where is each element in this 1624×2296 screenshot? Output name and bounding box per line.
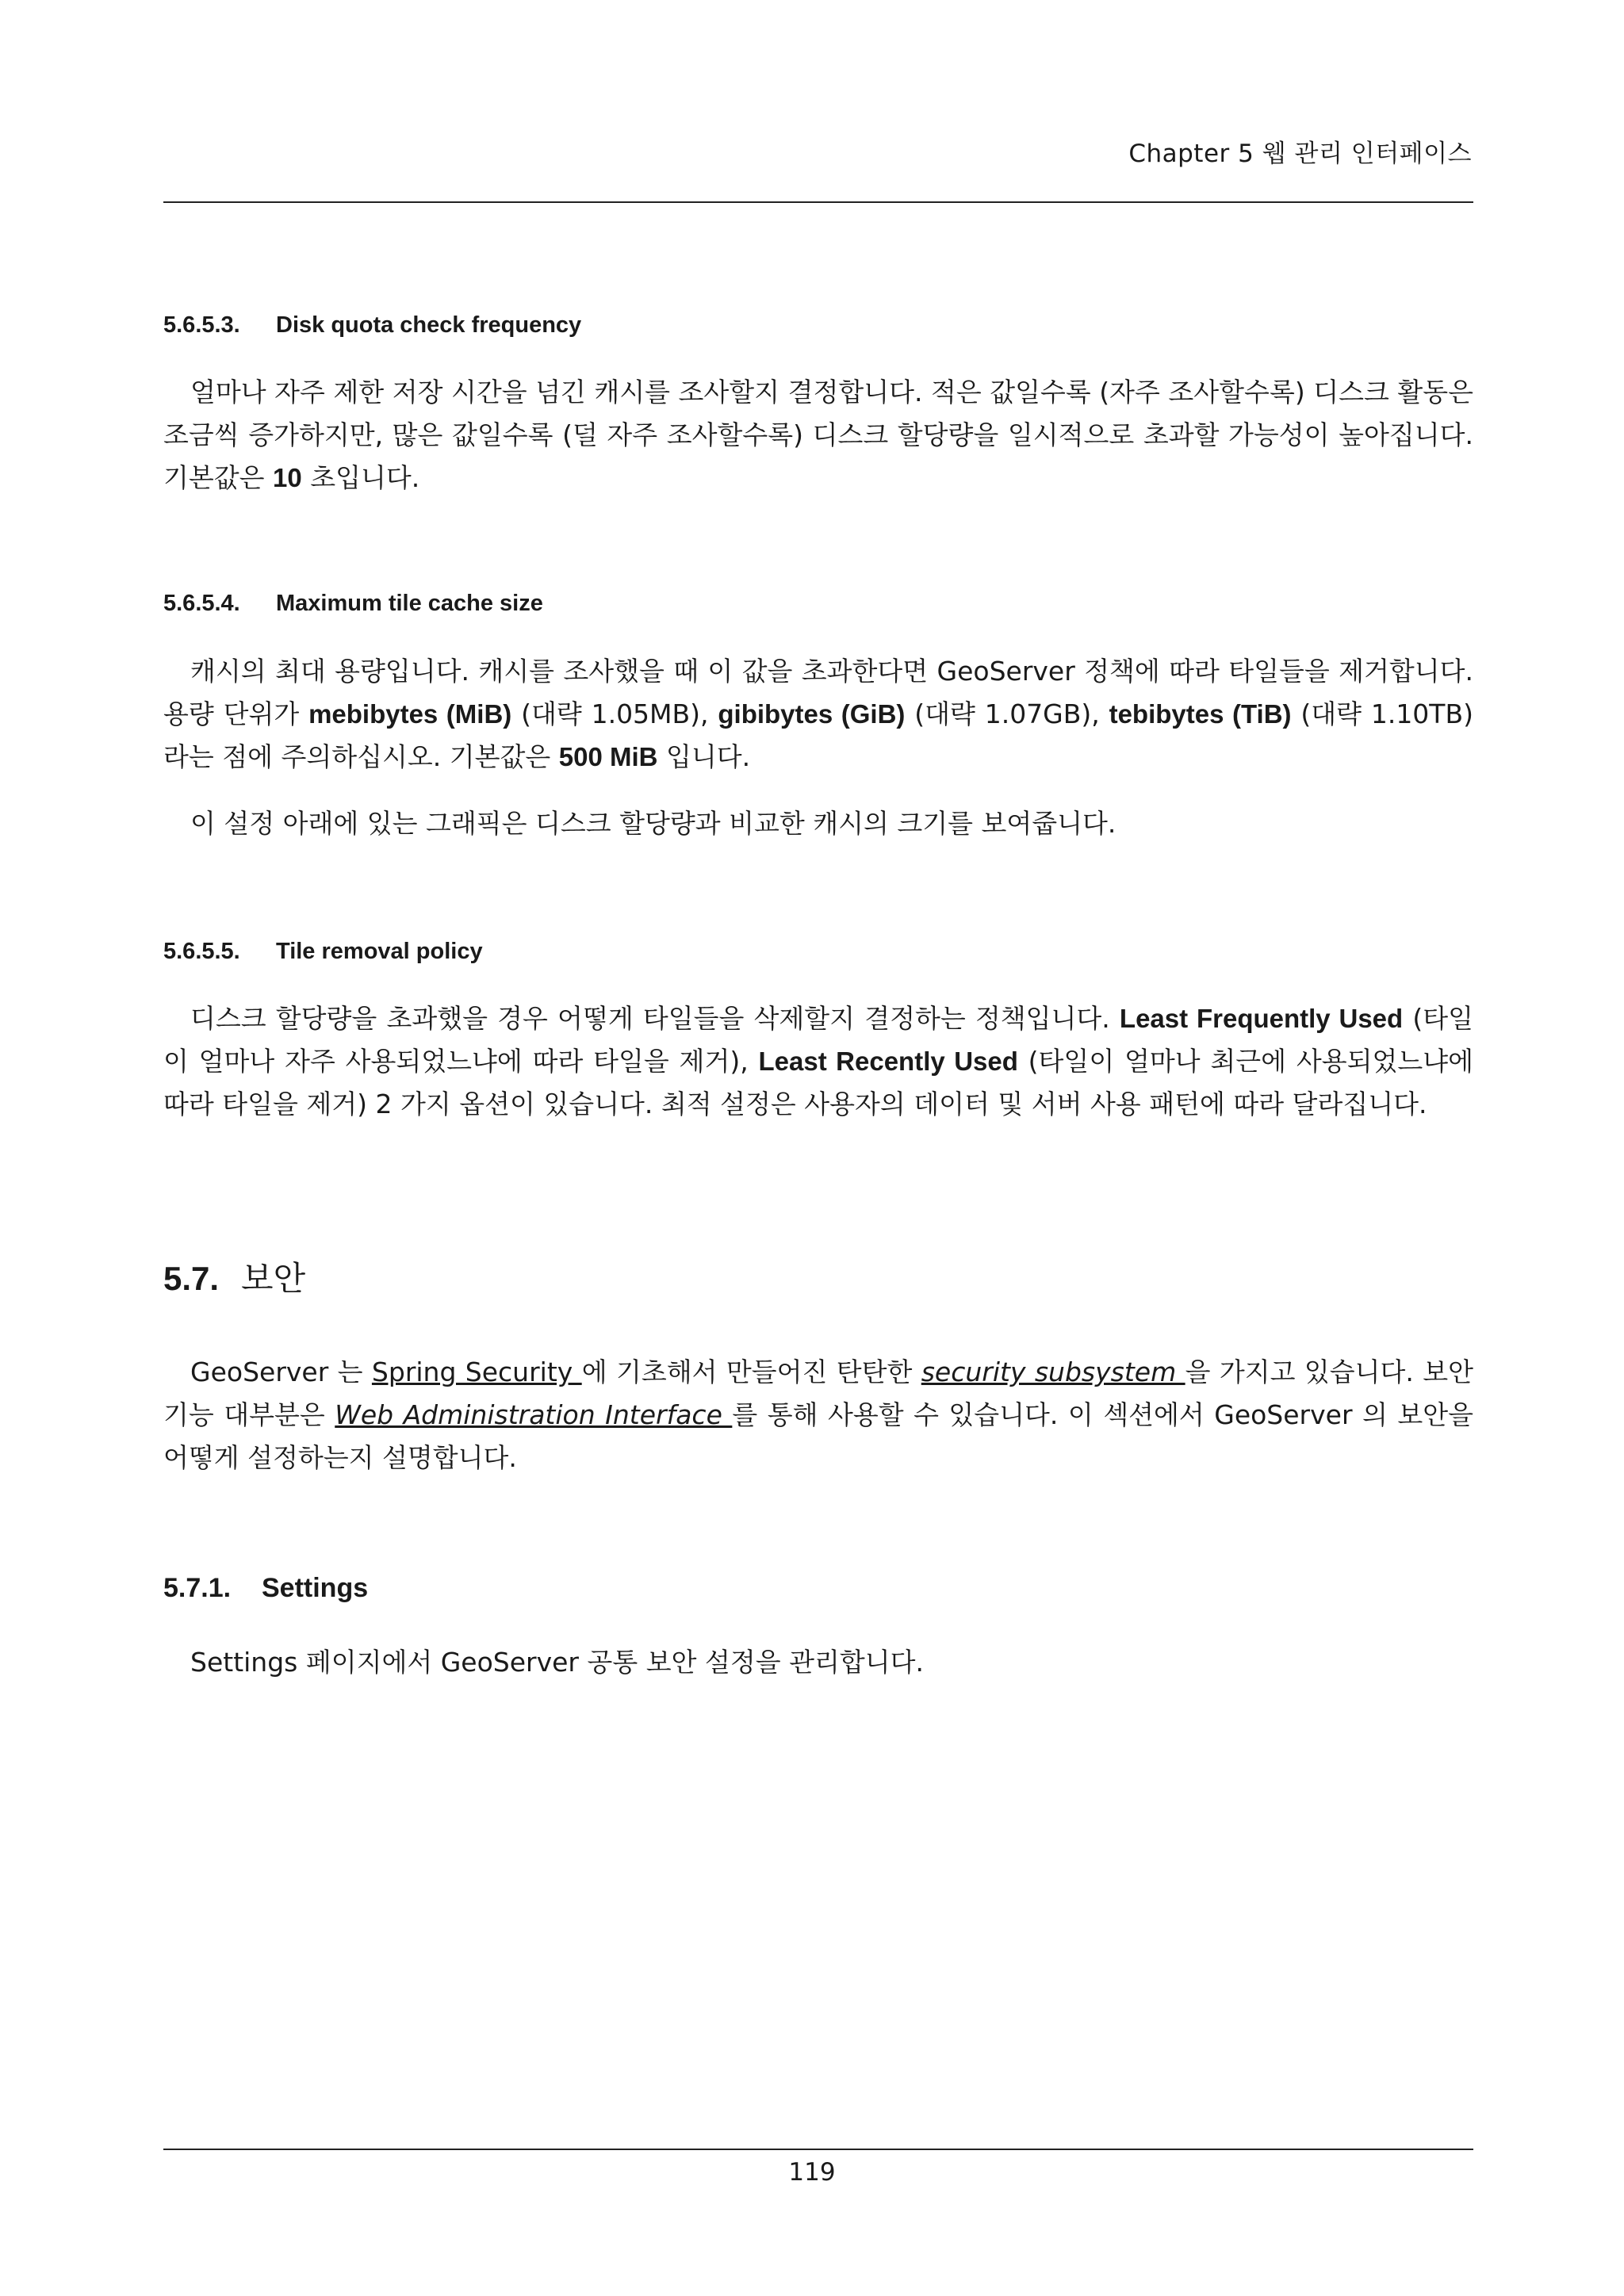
paragraph-disk-quota-check <box>163 371 1473 499</box>
text-span: 캐시의 최대 용량입니다. 캐시를 조사했을 때 이 값을 초과한다면 GeoServer 정책에 따라 타일들을 제거합니다. 용량 단위가 <box>163 656 1473 729</box>
paragraph-cache-graphic <box>163 802 1473 845</box>
header-rule <box>163 201 1473 203</box>
text-span: (대략 1.05MB), <box>511 698 718 729</box>
section-title: 보안 <box>241 1259 306 1298</box>
section-title: Settings <box>262 1573 369 1603</box>
option-lru: Least Recently Used <box>758 1047 1018 1076</box>
section-title: Disk quota check frequency <box>276 312 582 338</box>
heading-5-7-1 <box>163 1573 368 1604</box>
text-span: 를 통해 사용할 수 있습니다. 이 섹션에서 GeoServer 의 보안을 어떻게 설정하는지 설명합니다. <box>163 1399 1473 1473</box>
text-span: 초입니다. <box>301 462 420 493</box>
heading-5-6-5-4 <box>163 591 543 617</box>
text-span: (대략 1.07GB), <box>905 698 1109 729</box>
unit-gibibytes: gibibytes (GiB) <box>718 699 906 729</box>
text-span: 디스크 할당량을 초과했을 경우 어떻게 타일들을 삭제할지 결정하는 정책입니다. <box>190 1003 1120 1034</box>
paragraph-tile-removal <box>163 997 1473 1126</box>
text-span: Settings 페이지에서 GeoServer 공통 보안 설정을 관리합니다. <box>190 1647 924 1678</box>
paragraph-security-intro <box>163 1351 1473 1479</box>
paragraph-max-tile-cache <box>163 650 1473 779</box>
unit-mebibytes: mebibytes (MiB) <box>308 699 512 729</box>
text-span: (타일이 얼마나 자주 사용되었느냐에 따라 타일을 제거), <box>163 1003 1473 1077</box>
section-number: 5.6.5.5. <box>163 939 240 964</box>
page-number: 119 <box>788 2158 836 2187</box>
section-number: 5.6.5.4. <box>163 591 240 616</box>
text-span: (대략 1.10TB)라는 점에 주의하십시오. 기본값은 <box>163 698 1473 772</box>
web-admin-interface-link[interactable]: Web Administration Interface <box>335 1399 733 1430</box>
section-title: Tile removal policy <box>276 939 483 964</box>
running-header: Chapter 5 웹 관리 인터페이스 <box>1128 140 1472 168</box>
heading-5-6-5-3 <box>163 312 581 339</box>
option-lfu: Least Frequently Used <box>1119 1004 1404 1033</box>
default-value: 500 MiB <box>558 742 658 771</box>
text-span: 얼마나 자주 제한 저장 시간을 넘긴 캐시를 조사할지 결정합니다. 적은 값일수록 (자주 조사할수록) 디스크 활동은 조금씩 증가하지만, 많은 값일수록 (덜 자주 조사할수록) 디스크 할당량을 일시적으로 초과할 가능성이 높아집니다. 기본값은 <box>163 377 1473 493</box>
section-number: 5.7. <box>163 1260 220 1297</box>
text-span: (타일이 얼마나 최근에 사용되었느냐에 따라 타일을 제거) 2 가지 옵션이 있습니다. 최적 설정은 사용자의 데이터 및 서버 사용 패턴에 따라 달라집니다. <box>163 1046 1473 1119</box>
text-span: 에 기초해서 만들어진 탄탄한 <box>581 1357 921 1387</box>
heading-5-6-5-5 <box>163 939 483 965</box>
unit-tebibytes: tebibytes (TiB) <box>1109 699 1292 729</box>
heading-5-7 <box>163 1253 305 1300</box>
spring-security-link[interactable]: Spring Security <box>371 1357 582 1387</box>
footer-rule <box>163 2149 1473 2150</box>
default-value: 10 <box>273 463 302 492</box>
text-span: GeoServer 는 <box>190 1357 372 1387</box>
section-title: Maximum tile cache size <box>276 591 543 616</box>
paragraph-settings <box>163 1641 1473 1684</box>
text-span: 입니다. <box>657 741 751 772</box>
security-subsystem-link[interactable]: security subsystem <box>921 1357 1185 1387</box>
section-number: 5.7.1. <box>163 1573 232 1603</box>
section-number: 5.6.5.3. <box>163 312 240 338</box>
text-span: 을 가지고 있습니다. 보안 기능 대부분은 <box>163 1357 1474 1430</box>
text-span: 이 설정 아래에 있는 그래픽은 디스크 할당량과 비교한 캐시의 크기를 보여줍니다. <box>190 808 1116 839</box>
